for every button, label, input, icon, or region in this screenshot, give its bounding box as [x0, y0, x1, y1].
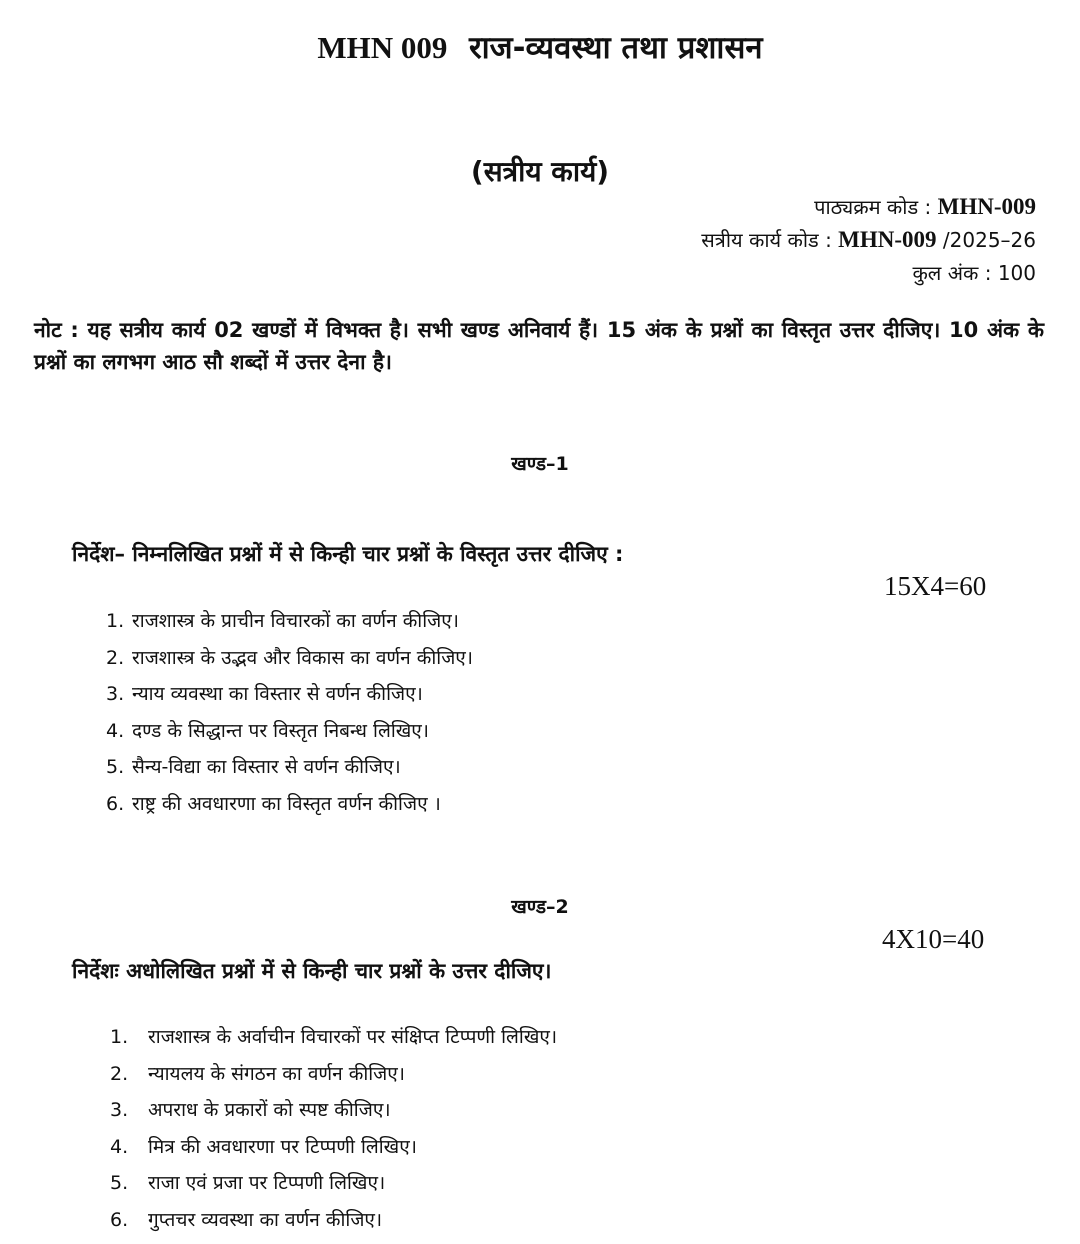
question-number: 3. — [106, 683, 125, 705]
question-number: 1. — [110, 1026, 129, 1048]
question-number: 2. — [110, 1062, 129, 1085]
question-number: 4. — [110, 1135, 129, 1158]
section-2-instruction: निर्देशः अधोलिखित प्रश्नों में से किन्ही चार प्रश्नों के उत्तर दीजिए। — [72, 959, 552, 983]
question-item — [110, 1129, 557, 1166]
question-item — [110, 1092, 557, 1129]
question-text: अपराध के प्रकारों को स्पष्ट कीजिए। — [148, 1099, 391, 1121]
question-item — [106, 603, 473, 640]
question-item — [106, 713, 473, 750]
question-number: 1. — [106, 610, 125, 632]
section-2-questions — [110, 1019, 557, 1238]
course-code-value: MHN-009 — [937, 194, 1036, 219]
question-text: गुप्तचर व्यवस्था का वर्णन कीजिए। — [148, 1208, 383, 1231]
section-2-marks: 4X10=40 — [882, 924, 985, 954]
question-item — [106, 676, 473, 713]
question-item — [106, 786, 473, 823]
question-item — [110, 1019, 557, 1056]
question-text: राजा एवं प्रजा पर टिप्पणी लिखिए। — [148, 1172, 386, 1194]
question-text: मित्र की अवधारणा पर टिप्पणी लिखिए। — [148, 1135, 417, 1158]
section-1-marks: 15X4=60 — [884, 571, 987, 601]
course-code-line — [814, 193, 1036, 220]
section-1-heading: खण्ड–1 — [511, 453, 569, 475]
assignment-note: नोट : यह सत्रीय कार्य 02 खण्डों में विभक्त है। सभी खण्ड अनिवार्य हैं। 15 अंक के प्रश्नों का विस्तृत उत्तर दीजिए। 10 अंक के प्रश्नों का लगभग आठ सौ शब्दों में उत्तर देना है। — [34, 318, 1044, 374]
question-text: न्यायलय के संगठन का वर्णन कीजिए। — [148, 1062, 405, 1085]
course-code-label: पाठ्यक्रम कोड : — [814, 195, 932, 219]
question-text: न्याय व्यवस्था का विस्तार से वर्णन कीजिए। — [132, 683, 423, 705]
assignment-code-year: /2025–26 — [942, 228, 1036, 252]
page-title — [0, 26, 1080, 68]
question-number: 6. — [110, 1208, 129, 1231]
question-text: राष्ट्र की अवधारणा का विस्तृत वर्णन कीजिए । — [132, 792, 441, 815]
question-number: 6. — [106, 792, 125, 815]
assignment-code-label: सत्रीय कार्य कोड : — [701, 228, 832, 252]
question-text: राजशास्त्र के अर्वाचीन विचारकों पर संक्षिप्त टिप्पणी लिखिए। — [148, 1026, 558, 1048]
section-1-questions — [106, 603, 473, 822]
document-subtitle: (सत्रीय कार्य) — [470, 155, 610, 188]
assignment-code-value: MHN-009 — [838, 227, 937, 252]
course-code: MHN 009 — [317, 30, 448, 65]
course-title: राज-व्यवस्था तथा प्रशासन — [468, 30, 763, 66]
question-number: 4. — [106, 719, 125, 742]
question-number: 3. — [110, 1099, 129, 1121]
question-number: 2. — [106, 646, 125, 669]
question-number: 5. — [110, 1172, 129, 1194]
section-1-instruction: निर्देश– निम्नलिखित प्रश्नों में से किन्ही चार प्रश्नों के विस्तृत उत्तर दीजिए : — [72, 542, 624, 566]
assignment-code-line — [701, 226, 1036, 253]
question-item — [106, 640, 473, 677]
question-text: राजशास्त्र के उद्भव और विकास का वर्णन कीजिए। — [132, 646, 473, 669]
question-item — [110, 1056, 557, 1093]
question-item — [110, 1165, 557, 1202]
question-item — [106, 749, 473, 786]
total-marks-label: कुल अंक : — [912, 261, 992, 285]
question-number: 5. — [106, 756, 125, 778]
total-marks-line — [912, 259, 1036, 286]
question-text: राजशास्त्र के प्राचीन विचारकों का वर्णन कीजिए। — [132, 610, 459, 632]
total-marks-value: 100 — [997, 261, 1036, 285]
question-item — [110, 1202, 557, 1239]
question-text: सैन्य-विद्या का विस्तार से वर्णन कीजिए। — [132, 756, 401, 778]
section-2-heading: खण्ड–2 — [511, 896, 569, 918]
question-text: दण्ड के सिद्धान्त पर विस्तृत निबन्ध लिखिए। — [132, 719, 429, 742]
